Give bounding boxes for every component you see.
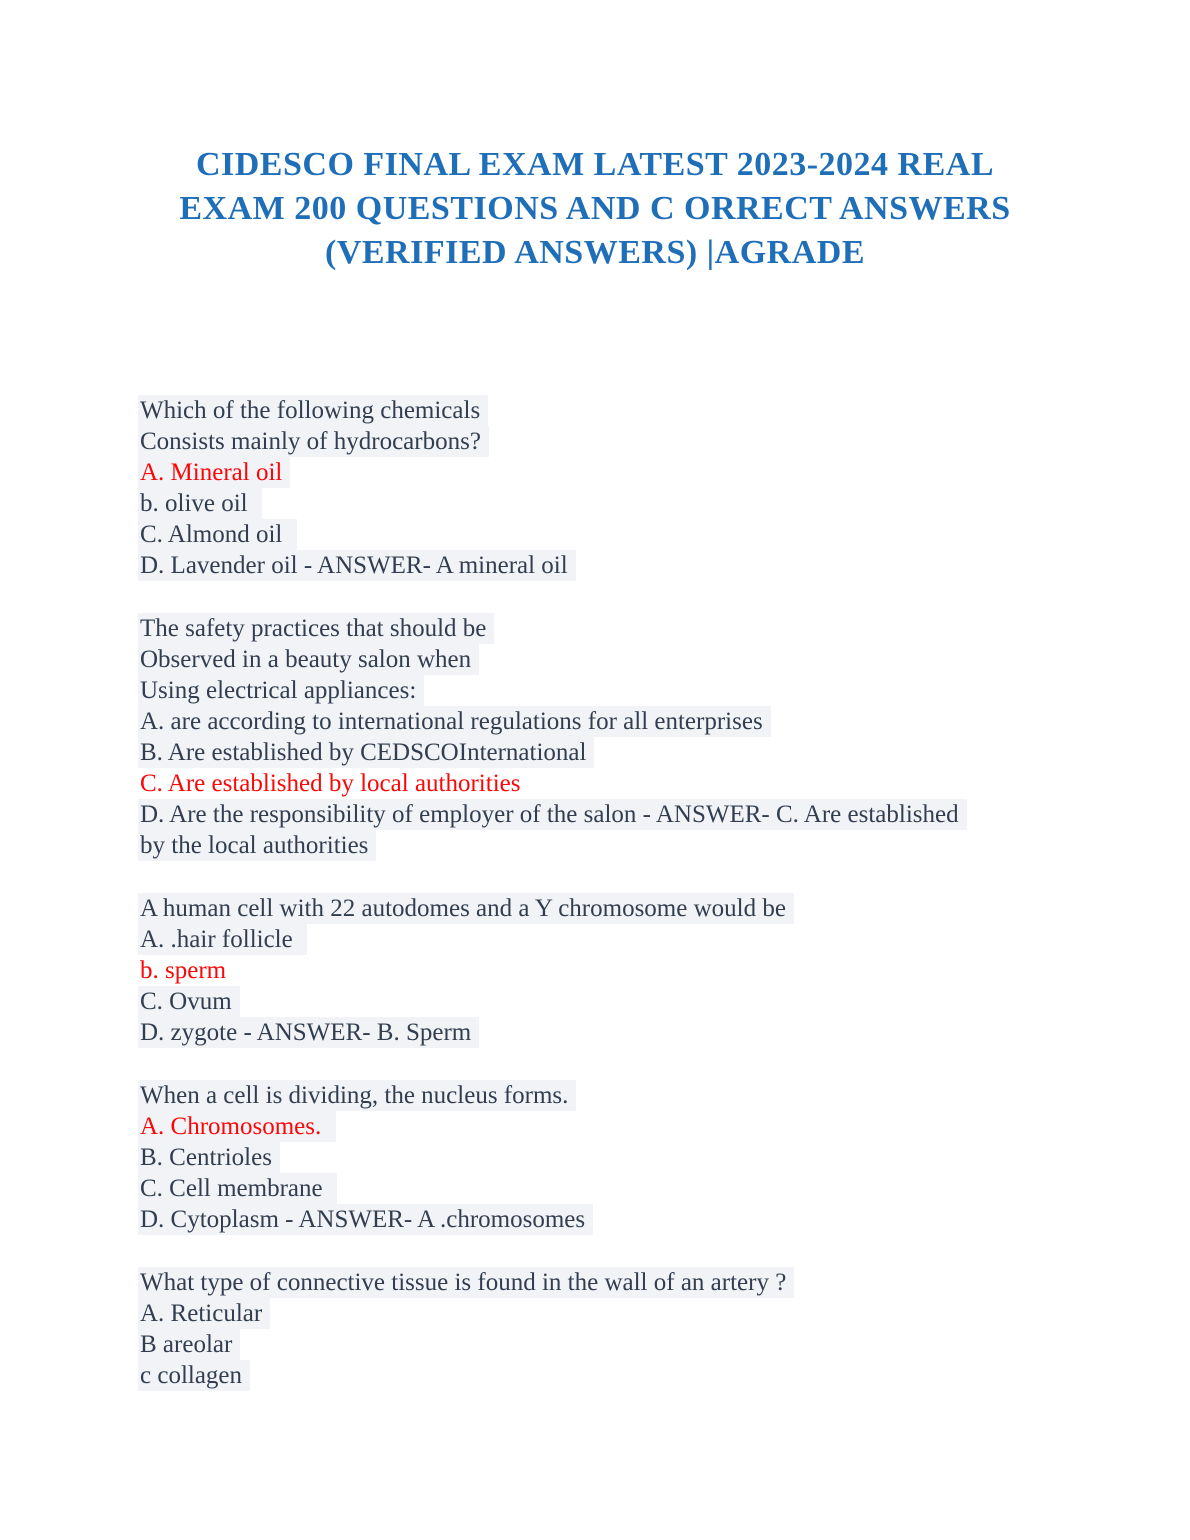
question-line [140, 644, 1080, 675]
plain-text: C. Are established by local authorities [140, 770, 521, 797]
highlighted-text: Which of the following chemicals [138, 395, 488, 426]
question-line [140, 799, 1080, 830]
question-line [140, 986, 1080, 1017]
highlighted-text: A. Mineral oil [138, 457, 290, 488]
highlighted-text: D. Lavender oil - ANSWER- A mineral oil [138, 550, 576, 581]
question-line [140, 1017, 1080, 1048]
highlighted-text: D. Cytoplasm - ANSWER- A .chromosomes [138, 1204, 593, 1235]
answer-line [140, 955, 1080, 986]
question-block [140, 613, 1080, 861]
highlighted-text: D. zygote - ANSWER- B. Sperm [138, 1017, 479, 1048]
question-line [140, 1173, 1080, 1204]
question-line [140, 426, 1080, 457]
question-line [140, 706, 1080, 737]
plain-text: b. sperm [140, 957, 227, 984]
highlighted-text: The safety practices that should be [138, 613, 494, 644]
question-line [140, 395, 1080, 426]
highlighted-text: A. Chromosomes. [138, 1111, 336, 1142]
question-line [140, 1329, 1080, 1360]
question-block [140, 1267, 1080, 1391]
highlighted-text: A. .hair follicle [138, 924, 307, 955]
highlighted-text: D. Are the responsibility of employer of the salon - ANSWER- C. Are established [138, 799, 967, 830]
highlighted-text: C. Almond oil [138, 519, 297, 550]
question-block [140, 893, 1080, 1048]
highlighted-text: Consists mainly of hydrocarbons? [138, 426, 489, 457]
document-title [70, 143, 1120, 275]
highlighted-text: B. Are established by CEDSCOInternational [138, 737, 594, 768]
question-line [140, 924, 1080, 955]
question-line [140, 613, 1080, 644]
question-line [140, 1298, 1080, 1329]
highlighted-text: B areolar [138, 1329, 240, 1360]
question-line [140, 893, 1080, 924]
question-line [140, 675, 1080, 706]
highlighted-text: A human cell with 22 autodomes and a Y chromosome would be [138, 893, 794, 924]
question-block [140, 395, 1080, 581]
highlighted-text: b. olive oil [138, 488, 262, 519]
answer-line [140, 457, 1080, 488]
answer-line [140, 768, 1080, 799]
highlighted-text: When a cell is dividing, the nucleus forms. [138, 1080, 576, 1111]
highlighted-text: c collagen [138, 1360, 250, 1391]
document-title-line: EXAM 200 QUESTIONS AND C ORRECT ANSWERS [179, 190, 1011, 227]
questions-content [140, 395, 1080, 1391]
highlighted-text: A. Reticular [138, 1298, 270, 1329]
question-line [140, 830, 1080, 861]
question-line [140, 1142, 1080, 1173]
question-line [140, 488, 1080, 519]
question-line [140, 1360, 1080, 1391]
question-line [140, 1204, 1080, 1235]
answer-line [140, 1111, 1080, 1142]
highlighted-text: C. Ovum [138, 986, 240, 1017]
question-line [140, 1080, 1080, 1111]
question-line [140, 737, 1080, 768]
question-line [140, 550, 1080, 581]
highlighted-text: A. are according to international regulations for all enterprises [138, 706, 771, 737]
highlighted-text: C. Cell membrane [138, 1173, 337, 1204]
highlighted-text: by the local authorities [138, 830, 376, 861]
question-line [140, 1267, 1080, 1298]
question-block [140, 1080, 1080, 1235]
question-line [140, 519, 1080, 550]
document-title-line: (VERIFIED ANSWERS) |AGRADE [325, 234, 865, 271]
highlighted-text: Observed in a beauty salon when [138, 644, 479, 675]
highlighted-text: Using electrical appliances: [138, 675, 424, 706]
highlighted-text: What type of connective tissue is found in the wall of an artery ? [138, 1267, 794, 1298]
document-title-line: CIDESCO FINAL EXAM LATEST 2023-2024 REAL [195, 146, 995, 183]
highlighted-text: B. Centrioles [138, 1142, 280, 1173]
